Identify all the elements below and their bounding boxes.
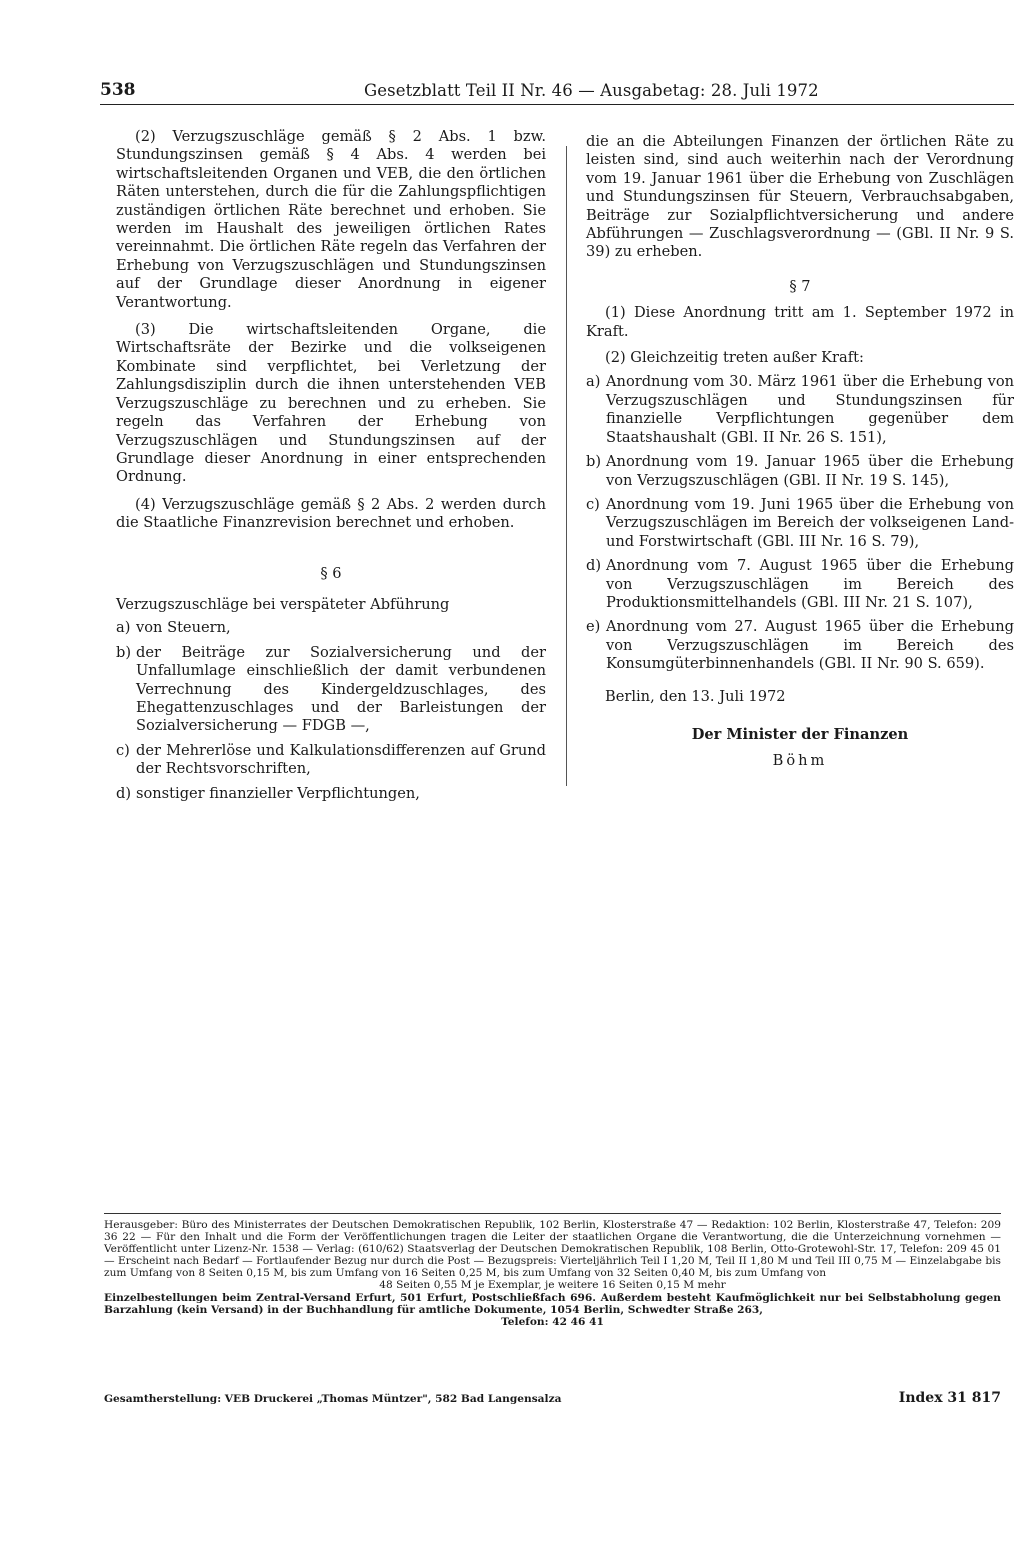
list-text: Anordnung vom 30. März 1961 über die Erhebung von Verzugszuschlägen und Stundungszinsen für finanzielle Verpflichtungen gegenüber dem Staatshaushalt (GBl. II Nr. 26 S. 151), xyxy=(606,373,1014,446)
index-number: Index 31 817 xyxy=(898,1390,1001,1406)
list-text: Anordnung vom 19. Juni 1965 über die Erhebung von Verzugszuschlägen im Bereich der volkseigenen Land- und Forstwirtschaft (GBl. III Nr. 16 S. 79), xyxy=(606,495,1014,550)
list-text: der Beiträge zur Sozialversicherung und der Unfallumlage einschließlich der damit verbundenen Verrechnung des Kindergeldzuschlages, des Ehegattenzuschlages und der Barleistungen der Sozialversicherung — FDGB —, xyxy=(136,643,546,735)
running-head: Gesetzblatt Teil II Nr. 46 — Ausgabetag: 28. Juli 1972 xyxy=(364,81,819,100)
paragraph-2: (2) Verzugszuschläge gemäß § 2 Abs. 1 bzw. Stundungszinsen gemäß § 4 Abs. 4 werden bei wirtschaftsleitenden Organen und VEB, die den örtlichen Räten unterstehen, durch die für die Zahlungspflichtigen zuständigen örtlichen Räte berechnet und erhoben. Sie werden im Haushalt des jeweiligen örtlichen Rates vereinnahmt. Die örtlichen Räte regeln das Verfahren der Erhebung von Verzugszuschlägen und Stundungszinsen auf der Grundlage dieser Anordnung in eigener Verantwortung. xyxy=(116,128,546,311)
list-text: sonstiger finanzieller Verpflichtungen, xyxy=(136,784,420,802)
list-marker: d) xyxy=(586,557,602,575)
list-item xyxy=(116,619,546,637)
list-item xyxy=(586,373,1014,447)
list-item xyxy=(116,742,546,779)
section-7-heading: § 7 xyxy=(789,277,811,295)
continuation-paragraph: die an die Abteilungen Finanzen der örtlichen Räte zu leisten sind, sind auch weiterhin nach der Verordnung vom 19. Januar 1961 über die Erhebung von Zuschlägen und Stundungszinsen für Steuern, Verbrauchsabgaben, Beiträge zur Sozialpflichtversicherung und andere Abführungen — Zuschlagsverordnung — (GBl. II Nr. 9 S. 39) zu erheben. xyxy=(586,133,1014,261)
page-number: 538 xyxy=(100,80,136,100)
section-7-paragraph-2: (2) Gleichzeitig treten außer Kraft: xyxy=(605,349,864,367)
print-line xyxy=(104,1390,1001,1406)
paragraph-4: (4) Verzugszuschläge gemäß § 2 Abs. 2 werden durch die Staatliche Finanzrevision berechnet und erhoben. xyxy=(116,495,546,532)
list-item xyxy=(586,557,1014,612)
signer-title: Der Minister der Finanzen xyxy=(691,725,909,743)
list-marker: b) xyxy=(116,643,132,661)
imprint-orders-phone: Telefon: 42 46 41 xyxy=(501,1316,604,1329)
section-6-heading: § 6 xyxy=(320,564,342,582)
header-rule xyxy=(100,104,1014,105)
list-item xyxy=(116,644,546,736)
signer-name: Böhm xyxy=(772,752,828,770)
imprint-orders: Einzelbestellungen beim Zentral-Versand Erfurt, 501 Erfurt, Postschließfach 696. Außerdem besteht Kaufmöglichkeit nur bei Selbstabholung gegen Barzahlung (kein Versand) in der Buchhandlung für amtliche Dokumente, 1054 Berlin, Schwedter Straße 263, xyxy=(104,1292,1001,1317)
imprint-rule xyxy=(104,1213,1001,1214)
imprint-publisher: Herausgeber: Büro des Ministerrates der Deutschen Demokratischen Republik, 102 Berlin, Klosterstraße 47 — Redaktion: 102 Berlin, Klosterstraße 47, Telefon: 209 36 22 — Für den Inhalt und die Form der Veröffentlichungen tragen die Leiter der staatlichen Organe die Verantwortung, die die Unterzeichnung vornehmen — Veröffentlicht unter Lizenz-Nr. 1538 — Verlag: (610/62) Staatsverlag der Deutschen Demokratischen Republik, 108 Berlin, Otto-Grotewohl-Str. 17, Telefon: 209 45 01 — Erscheint nach Bedarf — Fortlaufender Bezug nur durch die Post — Bezugspreis: Vierteljährlich Teil I 1,20 M, Teil II 1,80 M und Teil III 0,75 M — Einzelabgabe bis zum Umfang von 8 Seiten 0,15 M, bis zum Umfang von 16 Seiten 0,25 M, bis zum Umfang von 32 Seiten 0,40 M, bis zum Umfang von xyxy=(104,1219,1001,1279)
list-text: Anordnung vom 19. Januar 1965 über die Erhebung von Verzugszuschlägen (GBl. II Nr. 19 S. 145), xyxy=(606,453,1014,489)
list-marker: e) xyxy=(586,618,601,636)
list-text: der Mehrerlöse und Kalkulationsdifferenzen auf Grund der Rechtsvorschriften, xyxy=(136,741,546,778)
column-divider xyxy=(566,146,567,786)
list-marker: c) xyxy=(586,495,600,513)
right-column xyxy=(586,133,1014,771)
list-text: Anordnung vom 27. August 1965 über die Erhebung von Verzugszuschlägen im Bereich des Konsumgüterbinnenhandels (GBl. II Nr. 90 S. 659). xyxy=(606,618,1014,673)
list-text: Anordnung vom 7. August 1965 über die Erhebung von Verzugszuschlägen im Bereich des Produktionsmittelhandels (GBl. III Nr. 21 S. 107), xyxy=(606,557,1014,611)
imprint-publisher-tail: 48 Seiten 0,55 M je Exemplar, je weitere 16 Seiten 0,15 M mehr xyxy=(379,1278,726,1291)
paragraph-3: (3) Die wirtschaftsleitenden Organe, die Wirtschaftsräte der Bezirke und die volkseigenen Kombinate sind verpflichtet, bei Verletzung der Zahlungsdisziplin durch die ihnen unterstehenden VEB Verzugszuschläge zu berechnen und zu erheben. Sie regeln das Verfahren der Erhebung von Verzugszuschlägen und Stundungszinsen auf der Grundlage dieser Anordnung in einer entsprechenden Ordnung. xyxy=(116,321,546,486)
section-6-intro: Verzugszuschläge bei verspäteter Abführung xyxy=(116,595,450,613)
list-marker: a) xyxy=(116,619,131,637)
list-marker: d) xyxy=(116,784,132,802)
list-marker: a) xyxy=(586,373,601,391)
list-item xyxy=(586,453,1014,490)
list-marker: b) xyxy=(586,453,602,471)
list-marker: c) xyxy=(116,741,130,759)
list-text: von Steuern, xyxy=(136,619,231,637)
place-date: Berlin, den 13. Juli 1972 xyxy=(605,687,786,705)
section-7-paragraph-1: (1) Diese Anordnung tritt am 1. September 1972 in Kraft. xyxy=(586,304,1014,340)
list-item xyxy=(586,618,1014,673)
print-credit: Gesamtherstellung: VEB Druckerei „Thomas Müntzer", 582 Bad Langensalza xyxy=(104,1393,562,1405)
left-column xyxy=(116,128,546,803)
list-item xyxy=(116,785,546,803)
imprint xyxy=(104,1220,1001,1329)
list-item xyxy=(586,496,1014,551)
